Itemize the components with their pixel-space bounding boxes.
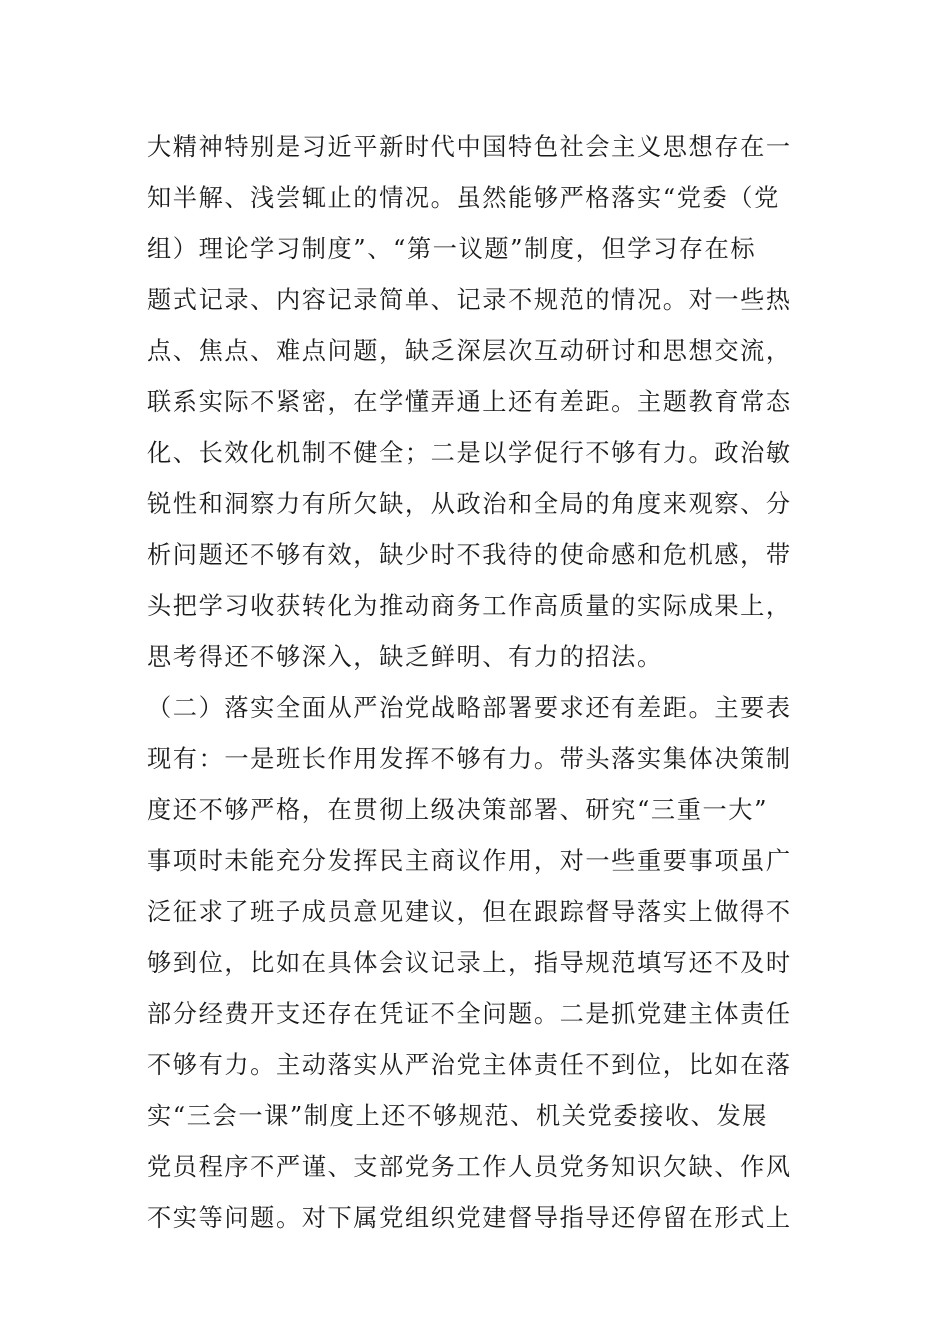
text-line: 知半解、浅尝辄止的情况。虽然能够严格落实“党委（党	[147, 184, 780, 212]
text-line: 大精神特别是习近平新时代中国特色社会主义思想存在一	[147, 133, 792, 161]
section-heading-line: （二）落实全面从严治党战略部署要求还有差距。主要表	[147, 694, 792, 722]
text-line: 锐性和洞察力有所欠缺，从政治和全局的角度来观察、分	[147, 490, 792, 518]
text-line: 度还不够严格，在贯彻上级决策部署、研究“三重一大”	[147, 796, 769, 824]
text-line: 现有：一是班长作用发挥不够有力。带头落实集体决策制	[147, 745, 792, 773]
text-line: 不实等问题。对下属党组织党建督导指导还停留在形式上	[147, 1204, 792, 1232]
text-line: 点、焦点、难点问题，缺乏深层次互动研讨和思想交流，	[147, 337, 792, 365]
text-line: 实“三会一课”制度上还不够规范、机关党委接收、发展	[147, 1102, 769, 1130]
text-line: 题式记录、内容记录简单、记录不规范的情况。对一些热	[147, 286, 792, 314]
text-line: 化、长效化机制不健全；二是以学促行不够有力。政治敏	[147, 439, 792, 467]
text-line: 联系实际不紧密，在学懂弄通上还有差距。主题教育常态	[147, 388, 792, 416]
text-line: 够到位，比如在具体会议记录上，指导规范填写还不及时	[147, 949, 792, 977]
text-line: 党员程序不严谨、支部党务工作人员党务知识欠缺、作风	[147, 1153, 792, 1181]
text-line: 组）理论学习制度”、“第一议题”制度，但学习存在标	[147, 235, 757, 263]
text-line: 部分经费开支还存在凭证不全问题。二是抓党建主体责任	[147, 1000, 792, 1028]
document-body	[147, 122, 817, 1244]
text-line: 事项时未能充分发挥民主商议作用，对一些重要事项虽广	[147, 847, 792, 875]
text-line: 头把学习收获转化为推动商务工作高质量的实际成果上，	[147, 592, 792, 620]
text-line: 析问题还不够有效，缺少时不我待的使命感和危机感，带	[147, 541, 792, 569]
text-line: 不够有力。主动落实从严治党主体责任不到位，比如在落	[147, 1051, 792, 1079]
text-line: 思考得还不够深入，缺乏鲜明、有力的招法。	[147, 643, 663, 671]
text-line: 泛征求了班子成员意见建议，但在跟踪督导落实上做得不	[147, 898, 792, 926]
